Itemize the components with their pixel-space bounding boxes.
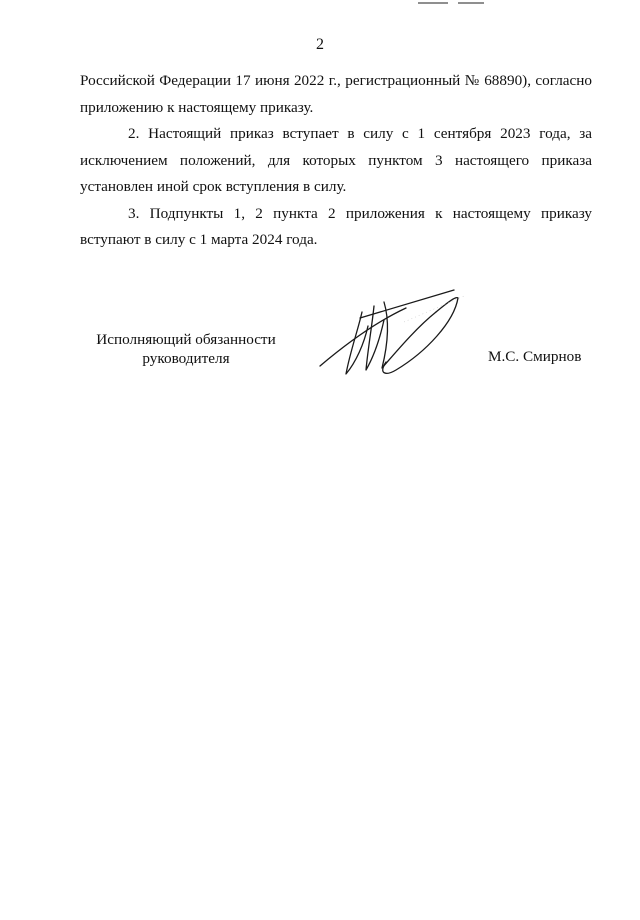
paragraph-1-line-2: приложению к настоящему приказу. <box>80 98 314 116</box>
signatory-position-line-2: руководителя <box>142 350 230 367</box>
paragraph-1-line-1: Российской Федерации 17 июня 2022 г., регистрационный № 68890), согласно <box>80 72 592 89</box>
document-body <box>80 68 592 254</box>
signatory-position <box>86 330 286 368</box>
scan-artifact <box>458 2 484 4</box>
scan-artifact <box>418 2 448 4</box>
paragraph-2: 2. Настоящий приказ вступает в силу с 1 сентября 2023 года, за исключением положений, для которых пунктом 3 настоящего приказа установлен иной срок вступления в силу. <box>80 125 592 195</box>
signatory-position-line-1: Исполняющий обязанности <box>96 331 276 348</box>
handwritten-signature <box>316 282 466 382</box>
paragraph-3: 3. Подпункты 1, 2 пункта 2 приложения к настоящему приказу вступают в силу с 1 марта 2024 года. <box>80 204 592 248</box>
page-number: 2 <box>316 36 324 53</box>
signatory-name: М.С. Смирнов <box>488 348 582 365</box>
